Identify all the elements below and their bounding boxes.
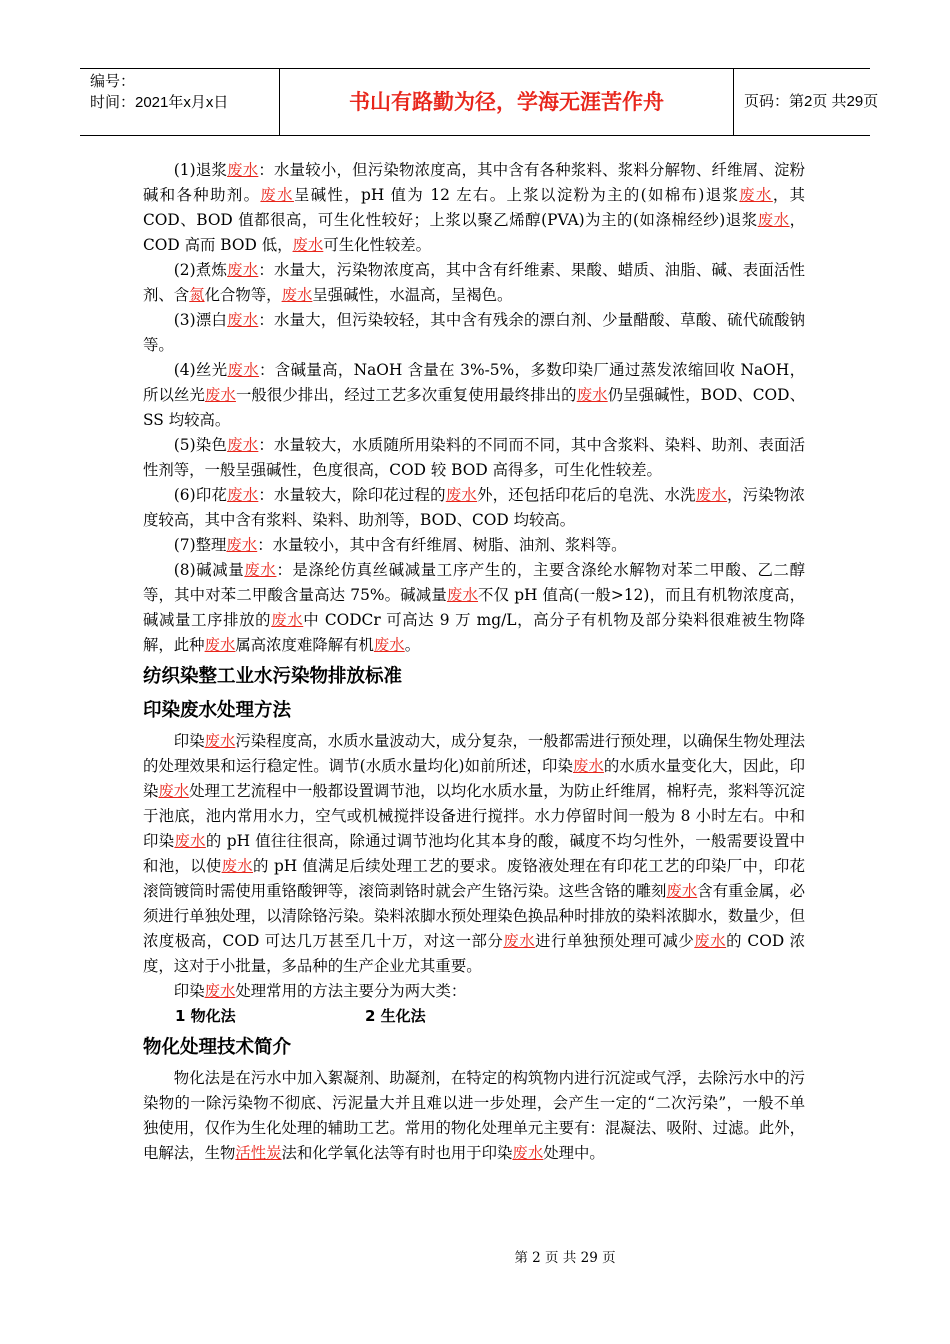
paragraph-text: 呈碱性，pH 值为 12 左右。上浆以淀粉为主的(如棉布)退浆 — [293, 186, 740, 204]
page-header — [80, 68, 879, 136]
keyword-link[interactable]: 废水 — [446, 586, 479, 604]
paragraph-text: 一般很少排出，经过工艺多次重复使用最终排出的 — [235, 386, 577, 404]
paragraph-text: ：水量大，但污染较轻，其中含有残余的漂白剂、少量醋酸、草酸、硫代硫酸钠等。 — [143, 311, 805, 354]
keyword-link[interactable]: 废水 — [576, 386, 608, 404]
paragraph-text: 的 pH 值往往很高，除通过调节池均化其本身的酸，碱度不均匀性外，一般需要设置中和池，以使 — [143, 832, 805, 875]
keyword-link[interactable]: 废水 — [503, 932, 536, 950]
paragraph-pretreatment — [143, 729, 805, 979]
keyword-link[interactable]: 废水 — [227, 361, 260, 379]
paragraph-text: 不仅 pH 值高(一般>12)，而且有机物浓度高，碱减量工序排放的 — [143, 586, 805, 629]
paragraph-text: 。 — [404, 636, 421, 654]
paragraph-text: 印染 — [173, 982, 205, 1000]
keyword-link[interactable]: 废水 — [572, 757, 604, 775]
header-meta-cell — [80, 69, 280, 135]
paragraph-text: 处理中。 — [543, 1144, 605, 1162]
page-footer — [0, 1246, 950, 1266]
paragraph-text: ：水量较大，除印花过程的 — [258, 486, 446, 504]
keyword-link[interactable]: 废水 — [227, 261, 259, 279]
heading-discharge-standard[interactable]: 纺织染整工业水污染物排放标准 — [143, 666, 403, 687]
keyword-link[interactable]: 废水 — [739, 186, 773, 204]
paragraph-text: 化合物等， — [204, 286, 282, 304]
header-page-indicator: 页码：第2页 共29页 — [744, 93, 879, 110]
keyword-link[interactable]: 废水 — [695, 486, 728, 504]
keyword-link[interactable]: 废水 — [292, 236, 324, 254]
keyword-link[interactable]: 废水 — [204, 636, 236, 654]
paragraph-text: 处理常用的方法主要分为两大类： — [235, 982, 467, 1000]
keyword-link[interactable]: 废水 — [226, 536, 258, 554]
paragraph-text: (5)染色 — [173, 436, 228, 454]
paragraph-text: 仍呈强碱性，BOD、COD、SS 均较高。 — [143, 386, 805, 429]
footer-page-number: 第 2 页 共 29 页 — [514, 1250, 616, 1266]
paragraph-text: 呈强碱性，水温高，呈褐色。 — [312, 286, 513, 304]
paragraph-finishing — [143, 533, 805, 558]
paragraph-text: 的 pH 值满足后续处理工艺的要求。废铬液处理在有印花工艺的印染厂中，印花滚筒镀筒时需使用重铬酸钾等，滚筒剥铬时就会产生铬污染。这些含铬的雕刻 — [143, 857, 805, 900]
paragraph-method-categories — [143, 979, 805, 1004]
keyword-link[interactable]: 废水 — [227, 486, 259, 504]
keyword-link[interactable]: 废水 — [204, 732, 236, 750]
paragraph-text: (1)退浆 — [173, 161, 228, 179]
paragraph-text: (7)整理 — [173, 536, 227, 554]
keyword-link[interactable]: 废水 — [757, 211, 790, 229]
header-motto: 书山有路勤为径，学海无涯苦作舟 — [280, 69, 734, 135]
paragraph-alkali-reduction — [143, 558, 805, 658]
document-number-label: 编号： — [90, 73, 136, 90]
paragraph-mercerizing — [143, 358, 805, 433]
paragraph-scouring — [143, 258, 805, 308]
paragraph-text: ，其 COD、BOD 值都很高，可生化性较好；上浆以聚乙烯醇(PVA)为主的(如涤棉经纱)退浆 — [143, 186, 805, 229]
keyword-link[interactable]: 废水 — [174, 832, 206, 850]
paragraph-text: ：是涤纶仿真丝碱减量工序产生的，主要含涤纶水解物对苯二甲酸、乙二醇等，其中对苯二甲酸含量高达 75%。碱减量 — [143, 561, 805, 604]
heading-treatment-methods[interactable]: 印染废水处理方法 — [143, 700, 292, 721]
paragraph-text: (4)丝光 — [173, 361, 228, 379]
paragraph-text: 的 COD 浓度，这对于小批量，多品种的生产企业尤其重要。 — [143, 932, 805, 975]
keyword-link[interactable]: 活性炭 — [235, 1144, 282, 1162]
paragraph-physicochemical — [143, 1066, 805, 1166]
keyword-link[interactable]: 废水 — [445, 486, 478, 504]
paragraph-text: 进行单独预处理可减少 — [535, 932, 695, 950]
method-list — [143, 1004, 805, 1029]
keyword-link[interactable]: 废水 — [281, 286, 313, 304]
keyword-link[interactable]: 废水 — [227, 436, 259, 454]
keyword-link[interactable]: 废水 — [373, 636, 405, 654]
paragraph-text: 处理工艺流程中一般都设置调节池，以均化水质水量，为防止纤维屑，棉籽壳，浆料等沉淀于池底，池内常用水力，空气或机械搅拌设备进行搅拌。水力停留时间一般为 8 小时左右。中和印染 — [143, 782, 805, 850]
method-physicochemical: 1 物化法 — [175, 1007, 236, 1025]
document-date-label: 时间：2021年x月x日 — [90, 94, 229, 111]
keyword-link[interactable]: 废水 — [158, 782, 190, 800]
paragraph-text: 外，还包括印花后的皂洗、水洗 — [477, 486, 696, 504]
paragraph-text: 可生化性较差。 — [323, 236, 432, 254]
keyword-link[interactable]: 废水 — [227, 311, 259, 329]
heading-physicochemical-intro[interactable]: 物化处理技术简介 — [143, 1037, 292, 1058]
paragraph-text: 属高浓度难降解有机 — [235, 636, 374, 654]
keyword-link[interactable]: 废水 — [244, 561, 277, 579]
paragraph-text: (6)印花 — [173, 486, 228, 504]
paragraph-desizing — [143, 158, 805, 258]
keyword-link[interactable]: 废水 — [204, 386, 236, 404]
paragraph-text: (8)碱减量 — [173, 561, 245, 579]
keyword-link[interactable]: 废水 — [260, 186, 294, 204]
document-body — [143, 158, 805, 1166]
paragraph-text: ：水量较大，水质随所用染料的不同而不同，其中含浆料、染料、助剂、表面活性剂等，一般呈强碱性，色度很高，COD 较 BOD 高得多，可生化性较差。 — [143, 436, 805, 479]
keyword-link[interactable]: 废水 — [666, 882, 698, 900]
paragraph-text: ，COD 高而 BOD 低， — [143, 211, 805, 254]
paragraph-dyeing — [143, 433, 805, 483]
paragraph-text: 中 CODCr 可高达 9 万 mg/L，高分子有机物及部分染料很难被生物降解，此种 — [143, 611, 805, 654]
paragraph-text: 的水质水量变化大，因此，印染 — [143, 757, 805, 800]
paragraph-text: (3)漂白 — [173, 311, 228, 329]
keyword-link[interactable]: 废水 — [204, 982, 236, 1000]
paragraph-text: 污染程度高，水质水量波动大，成分复杂，一般都需进行预处理，以确保生物处理法的处理效果和运行稳定性。调节(水质水量均化)如前所述，印染 — [143, 732, 805, 775]
keyword-link[interactable]: 废水 — [694, 932, 727, 950]
paragraph-text: ：水量大，污染物浓度高，其中含有纤维素、果酸、蜡质、油脂、碱、表面活性剂、含 — [143, 261, 805, 304]
keyword-link[interactable]: 废水 — [227, 161, 259, 179]
paragraph-text: ：水量较小，但污染物浓度高，其中含有各种浆料、浆料分解物、纤维屑、淀粉碱和各种助剂。 — [143, 161, 805, 204]
paragraph-printing — [143, 483, 805, 533]
paragraph-text: ，污染物浓度较高，其中含有浆料、染料、助剂等，BOD、COD 均较高。 — [143, 486, 805, 529]
paragraph-text: 印染 — [173, 732, 205, 750]
keyword-link[interactable]: 氮 — [189, 286, 205, 304]
paragraph-text: 法和化学氧化法等有时也用于印染 — [281, 1144, 513, 1162]
paragraph-bleaching — [143, 308, 805, 358]
keyword-link[interactable]: 废水 — [221, 857, 254, 875]
keyword-link[interactable]: 废水 — [512, 1144, 544, 1162]
paragraph-text: ：含碱量高，NaOH 含量在 3%-5%，多数印染厂通过蒸发浓缩回收 NaOH，所以丝光 — [143, 361, 805, 404]
method-biochemical: 2 生化法 — [365, 1007, 426, 1025]
paragraph-text: ：水量较小，其中含有纤维屑、树脂、油剂、浆料等。 — [257, 536, 627, 554]
paragraph-text: 物化法是在污水中加入絮凝剂、助凝剂，在特定的构筑物内进行沉淀或气浮，去除污水中的污染物的一除污染物不彻底、污泥量大并且难以进一步处理，会产生一定的“二次污染”，一般不单独使用，仅作为生化处理的辅助工艺。常用的物化处理单元主要有：混凝法、吸附、过滤。此外，电解法，生物 — [143, 1069, 805, 1162]
paragraph-text: (2)煮炼 — [173, 261, 228, 279]
paragraph-text: 含有重金属，必须进行单独处理，以清除铬污染。染料浓脚水预处理染色换品种时排放的染料浓脚水，数量少，但浓度极高，COD 可达几万甚至几十万，对这一部分 — [143, 882, 805, 950]
keyword-link[interactable]: 废水 — [271, 611, 304, 629]
